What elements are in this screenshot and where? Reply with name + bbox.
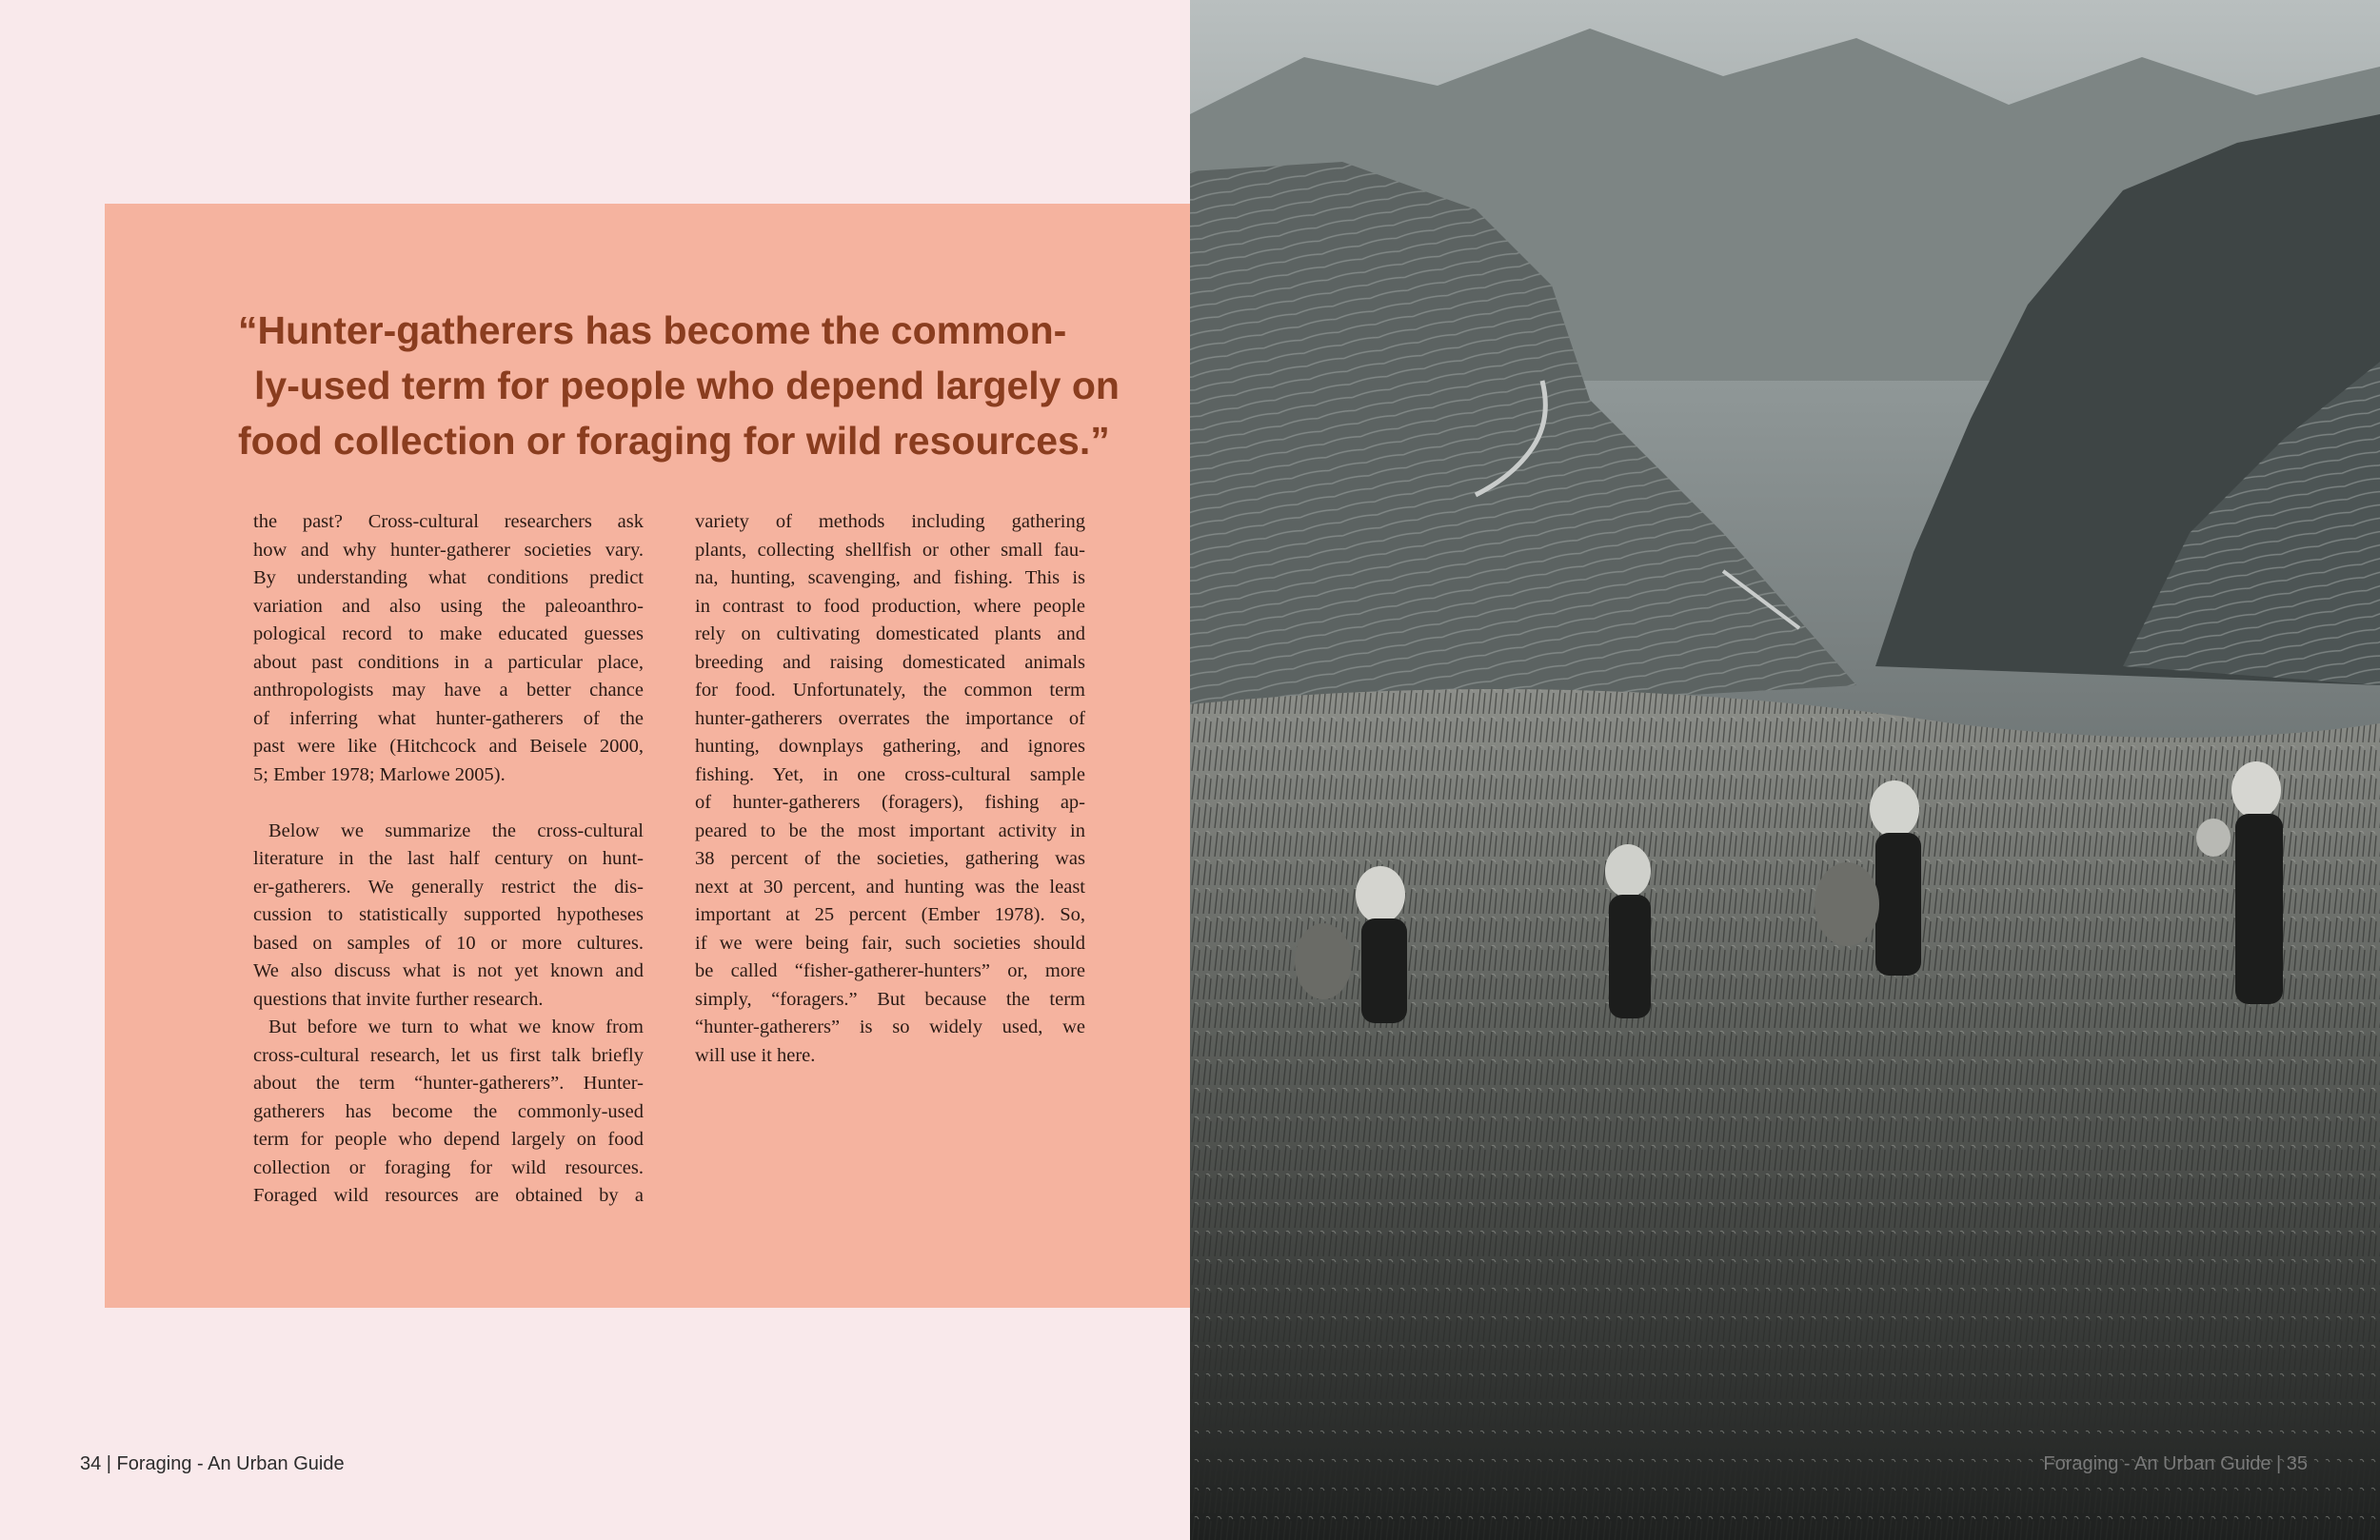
body-line: collection or foraging for wild resources. [253,1156,644,1178]
body-line: pological record to make educated guesses [253,623,644,644]
body-line: Below we summarize the cross-cultural [268,819,644,841]
body-line: about past conditions in a particular place, [253,651,644,673]
body-line: important at 25 percent (Ember 1978). So, [695,904,1085,925]
body-line: fishing. Yet, in one cross-cultural sample [695,763,1085,785]
pull-quote-line: ly-used term for people who depend largely on [254,364,1120,407]
right-page [1190,0,2380,1540]
pull-quote-line: food collection or foraging for wild resources.” [238,419,1110,463]
body-line: for food. Unfortunately, the common term [695,680,1085,701]
body-line: will use it here. [695,1044,816,1066]
rice-terrace-photo [1190,0,2380,1540]
body-line: peared to be the most important activity in [695,819,1085,841]
body-line: er-gatherers. We generally restrict the dis- [253,876,644,898]
paragraph-gap [253,789,644,818]
body-line: But before we turn to what we know from [268,1017,644,1037]
body-line: hunting, downplays gathering, and ignores [695,736,1085,757]
pull-quote [238,303,1120,468]
body-line: term for people who depend largely on food [253,1129,644,1150]
body-line: based on samples of 10 or more cultures. [253,932,644,954]
pull-quote-line: “Hunter-gatherers has become the common- [238,308,1067,352]
body-line: questions that invite further research. [253,988,544,1010]
body-line: By understanding what conditions predict [253,567,644,588]
body-line: rely on cultivating domesticated plants and [695,623,1085,644]
body-line: cussion to statistically supported hypotheses [253,904,644,925]
body-line: past were like (Hitchcock and Beisele 2000, [253,736,644,757]
body-line: be called “fisher-gatherer-hunters” or, more [695,960,1085,981]
body-line: cross-cultural research, let us first talk briefly [253,1044,644,1066]
body-column-left [253,508,644,1211]
body-column-right [695,508,1085,1070]
body-line: next at 30 percent, and hunting was the least [695,876,1085,898]
body-line: how and why hunter-gatherer societies vary. [253,539,644,561]
body-line: na, hunting, scavenging, and fishing. This is [695,567,1085,588]
body-line: breeding and raising domesticated animals [695,651,1085,673]
body-line: “hunter-gatherers” is so widely used, we [695,1017,1085,1037]
body-line: simply, “foragers.” But because the term [695,988,1085,1010]
body-line: hunter-gatherers overrates the importance of [695,707,1085,729]
page-footer-left: 34 | Foraging - An Urban Guide [80,1453,345,1474]
body-line: if we were being fair, such societies should [695,932,1085,954]
body-line: of inferring what hunter-gatherers of the [253,707,644,729]
body-line: anthropologists may have a better chance [253,680,644,701]
body-line: in contrast to food production, where people [695,595,1085,617]
body-line: of hunter-gatherers (foragers), fishing ap- [695,792,1085,813]
body-line: variation and also using the paleoanthro- [253,595,644,617]
body-line: Foraged wild resources are obtained by a [253,1185,644,1206]
page-footer-right: Foraging - An Urban Guide | 35 [2043,1453,2308,1474]
body-line: plants, collecting shellfish or other small fau- [695,539,1085,561]
body-line: the past? Cross-cultural researchers ask [253,511,644,532]
body-line: 38 percent of the societies, gathering was [695,848,1085,869]
body-line: 5; Ember 1978; Marlowe 2005). [253,763,506,785]
body-line: gatherers has become the commonly-used [253,1100,644,1122]
body-line: about the term “hunter-gatherers”. Hunter- [253,1073,644,1094]
body-line: We also discuss what is not yet known and [253,960,644,981]
body-line: literature in the last half century on hunt- [253,848,644,869]
body-line: variety of methods including gathering [695,511,1085,532]
